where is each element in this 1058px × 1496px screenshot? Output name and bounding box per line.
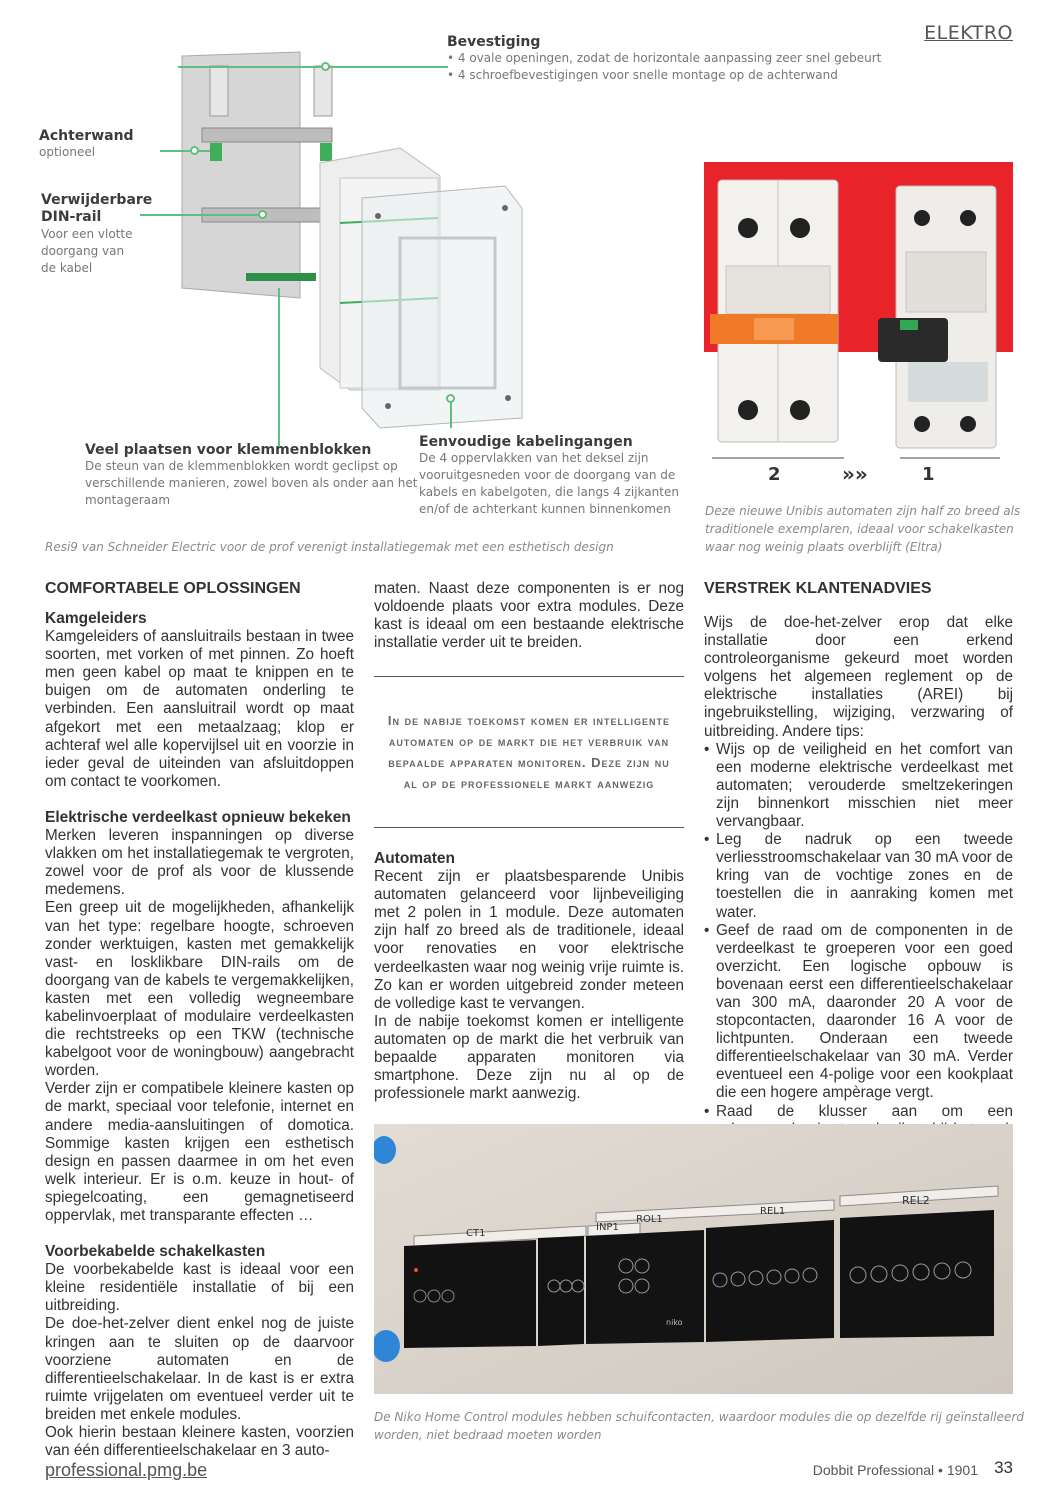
callout-title: Bevestiging [447, 34, 541, 50]
paragraph: maten. Naast deze componenten is er nog voldoende plaats voor extra modules. Deze kast is ideaal om een bestaande elektrische installatie verder uit te breiden. [374, 580, 684, 652]
callout-dot-bevestiging [321, 62, 330, 71]
callout-title: Achterwand [39, 128, 134, 144]
caption-line-2: traditionele exemplaren, ideaal voor schakelkasten [705, 522, 1014, 536]
pull-quote-text: In de nabije toekomst komen er intelligente automaten op de markt die het verbruik van bepaalde apparaten monitoren. Deze zijn nu al op de professionele markt aanwezig [387, 713, 671, 791]
list-item: • Geef de raad om de componenten in de verdeelkast te groeperen voor een goed overzicht. Een logische opbouw is bovenaan eerst een differentieelschakelaar van 300 mA, daaronder 20 A voor de stopcontacten, daaronder 16 A voor de lichtpunten. Onderaan een tweede differentieelschakelaar van 30 mA. Verder eventueel een 4-polige voor een kookplaat die een hogere ampèrage vergt. [704, 922, 1013, 1103]
caption-line-2: worden, niet bedraad moeten worden [374, 1428, 602, 1442]
paragraph: Kamgeleiders of aansluitrails bestaan in twee soorten, met vorken of met pinnen. Zo hoeft men geen kabel op maat te knippen en te buigen om de automaten onderling te verbinden. Een aansluitrail wordt op maat afgekort met een metaalzaag; klop er achteraf wel alle kopervijlsel uit en voorzie in ieder geval de uiteinden van afsluitdoppen om contact te voorkomen. [45, 628, 354, 790]
paragraph: Verder zijn er compatibele kleinere kasten op de markt, speciaal voor telefonie, internet en andere media-aansluitingen of domotica. Sommige kasten krijgen een esthetisch design en passen daarmee in om het even welk interieur. Er is o.m. keuze in hout- of spiegelcoating, een gemagnetiseerd oppervlak, met transparante effecten … [45, 1080, 354, 1224]
callout-title-1: Verwijderbare [41, 192, 153, 208]
section-tag: ELEKTRO [924, 22, 1013, 44]
figure-caption-niko [374, 1408, 1024, 1444]
cabinet-drawing [150, 48, 690, 448]
subheading-verdeelkast: Elektrische verdeelkast opnieuw bekeken [45, 808, 351, 826]
callout-dot-achterwand [190, 146, 199, 155]
callout-line-1: • 4 ovale openingen, zodat de horizontale aanpassing zeer snel gebeurt [447, 51, 882, 65]
callout-text-4: en/of de achterkant kunnen binnenkomen [419, 502, 671, 516]
callout-text-3: kabels en kabelgoten, die langs 4 zijkanten [419, 485, 679, 499]
callout-line-bevestiging [178, 66, 448, 68]
callout-text-2: vooruitgesneden voor de doorgang van de [419, 468, 676, 482]
breaker-arrow: »» [842, 462, 868, 486]
module-label-rol1: ROL1 [636, 1214, 663, 1225]
pull-quote [374, 676, 684, 828]
callout-text-2: doorgang van [41, 244, 125, 258]
callout-text-1: De 4 oppervlakken van het deksel zijn [419, 451, 649, 465]
callout-line-2: • 4 schroefbevestigingen voor snelle montage op de achterwand [447, 68, 838, 82]
caption-line-3: waar nog weinig plaats overblijft (Eltra) [705, 540, 943, 554]
figure-caption-resi9: Resi9 van Schneider Electric voor de prof verenigt installatiegemak met een esthetisch design [45, 540, 614, 554]
figure-caption-breakers [705, 502, 1020, 556]
caption-line-1: Deze nieuwe Unibis automaten zijn half zo breed als [705, 504, 1021, 518]
callout-text-3: de kabel [41, 261, 93, 275]
callout-title: Veel plaatsen voor klemmenblokken [85, 442, 372, 458]
callout-klemmen [85, 442, 417, 509]
breakers-drawing [704, 162, 1013, 500]
callout-text-3: montageraam [85, 493, 171, 507]
tips-list [704, 741, 1013, 1175]
page-number: 33 [994, 1458, 1013, 1477]
breakers-photo [704, 162, 1013, 500]
callout-text-1: De steun van de klemmenblokken wordt geclipst op [85, 459, 398, 473]
callout-text-1: Voor een vlotte [41, 227, 133, 241]
callout-line-dinrail [140, 214, 262, 216]
list-item: • Wijs op de veiligheid en het comfort van een moderne elektrische verdeelkast met automaten; verouderde smeltzekeringen zijn binnenkort misschien niet meer vervangbaar. [704, 741, 1013, 831]
callout-text: optioneel [39, 145, 96, 159]
paragraph: In de nabije toekomst komen er intelligente automaten op de markt die het verbruik van bepaalde apparaten monitoren via smartphone. Deze zijn nu al op de professionele markt aanwezig. [374, 1012, 684, 1103]
article-column-3 [704, 580, 1013, 1175]
footer-url-link[interactable]: professional.pmg.be [45, 1460, 208, 1480]
callout-bevestiging [447, 34, 881, 84]
footer-magazine: Dobbit Professional • 1901 [812, 1462, 978, 1478]
article-column-1 [45, 580, 354, 1460]
niko-modules-photo [374, 1124, 1013, 1394]
module-label-rel2: REL2 [902, 1194, 930, 1207]
article-column-2 [374, 580, 684, 652]
breaker-label-1: 1 [922, 464, 935, 485]
callout-title: Eenvoudige kabelingangen [419, 434, 633, 450]
section-heading: COMFORTABELE OPLOSSINGEN [45, 580, 301, 597]
paragraph: De doe-het-zelver dient enkel nog de juiste kringen aan te sluiten op de daarvoor voorziene automaten en de differentieelschakelaar. In de kast is er extra ruimte vrijgelaten om eventueel verder uit te breiden met enkele modules. [45, 1315, 354, 1423]
subheading-voorbekabelde: Voorbekabelde schakelkasten [45, 1243, 266, 1261]
subheading-automaten: Automaten [374, 850, 455, 867]
callout-dinrail [41, 192, 152, 277]
cabinet-illustration [150, 48, 690, 448]
module-label-ct1: CT1 [466, 1228, 486, 1239]
breaker-label-2: 2 [768, 464, 781, 485]
caption-line-1: De Niko Home Control modules hebben schuifcontacten, waardoor modules die op dezelfde rij geïnstalleerd [374, 1410, 1024, 1424]
list-item: • Raad de klusser aan om een [704, 1103, 1013, 1175]
callout-line-klemmen [278, 288, 280, 446]
list-item: • Leg de nadruk op een tweede verliesstroomschakelaar van 30 mA voor de kring van de vochtige zones en de toestellen die in aanraking komen met water. [704, 831, 1013, 921]
paragraph: Ook hierin bestaan kleinere kasten, voorzien van één differentieelschakelaar en 3 auto- [45, 1424, 354, 1460]
niko-drawing [374, 1124, 1013, 1394]
paragraph: Merken leveren inspanningen op diverse vlakken om het installatiegemak te vergroten, zowel voor de prof als voor de klussende medemens. [45, 827, 354, 899]
callout-dot-dinrail [258, 210, 267, 219]
callout-line-achterwand [160, 150, 210, 152]
callout-title-2: DIN-rail [41, 209, 102, 225]
module-label-rel1: REL1 [760, 1206, 786, 1217]
section-heading: VERSTREK KLANTENADVIES [704, 580, 932, 597]
module-label-inp1: INP1 [596, 1222, 619, 1233]
callout-achterwand [39, 128, 134, 161]
callout-kabelingangen [419, 434, 679, 518]
module-brand: niko [666, 1318, 683, 1327]
paragraph: De voorbekabelde kast is ideaal voor een kleine residentiële installatie of bij een uitbreiding. [45, 1261, 354, 1315]
paragraph: Wijs de doe-het-zelver erop dat elke installatie door een erkend controleorganisme gekeurd moet worden volgens het algemeen reglement op de elektrische installaties (AREI) bij ingebruikstelling, wijziging, verzwaring of uitbreiding. Andere tips: [704, 614, 1013, 740]
paragraph: Een greep uit de mogelijkheden, afhankelijk van het type: regelbare hoogte, schroeven zonder werktuigen, kasten met gemakkelijk vast- en losklikbare DIN-rails om de doorgang van de kabels te vergemakkelijken, kasten met een volledig wegneembare kabelinvoerplaat of modulaire verdeelkasten die rechtstreeks op een TKW (technische kabelgoot voor de woningbouw) aangebracht worden. [45, 899, 354, 1080]
subheading-kamgeleiders: Kamgeleiders [45, 610, 147, 627]
article-column-2-continued [374, 850, 684, 1103]
callout-dot-kabelingangen [446, 394, 455, 403]
callout-text-2: verschillende manieren, zowel boven als onder aan het [85, 476, 418, 490]
paragraph: Recent zijn er plaatsbesparende Unibis automaten gelanceerd voor lijnbeveiliging met 2 polen in 1 module. Deze automaten zijn half zo breed als de traditionele, ideaal voor renovaties en voor elektrische verdeelkasten waar nog weinig vrije ruimte is. Zo kan er worden uitgebreid zonder meteen de volledige kast te vervangen. [374, 868, 684, 1012]
